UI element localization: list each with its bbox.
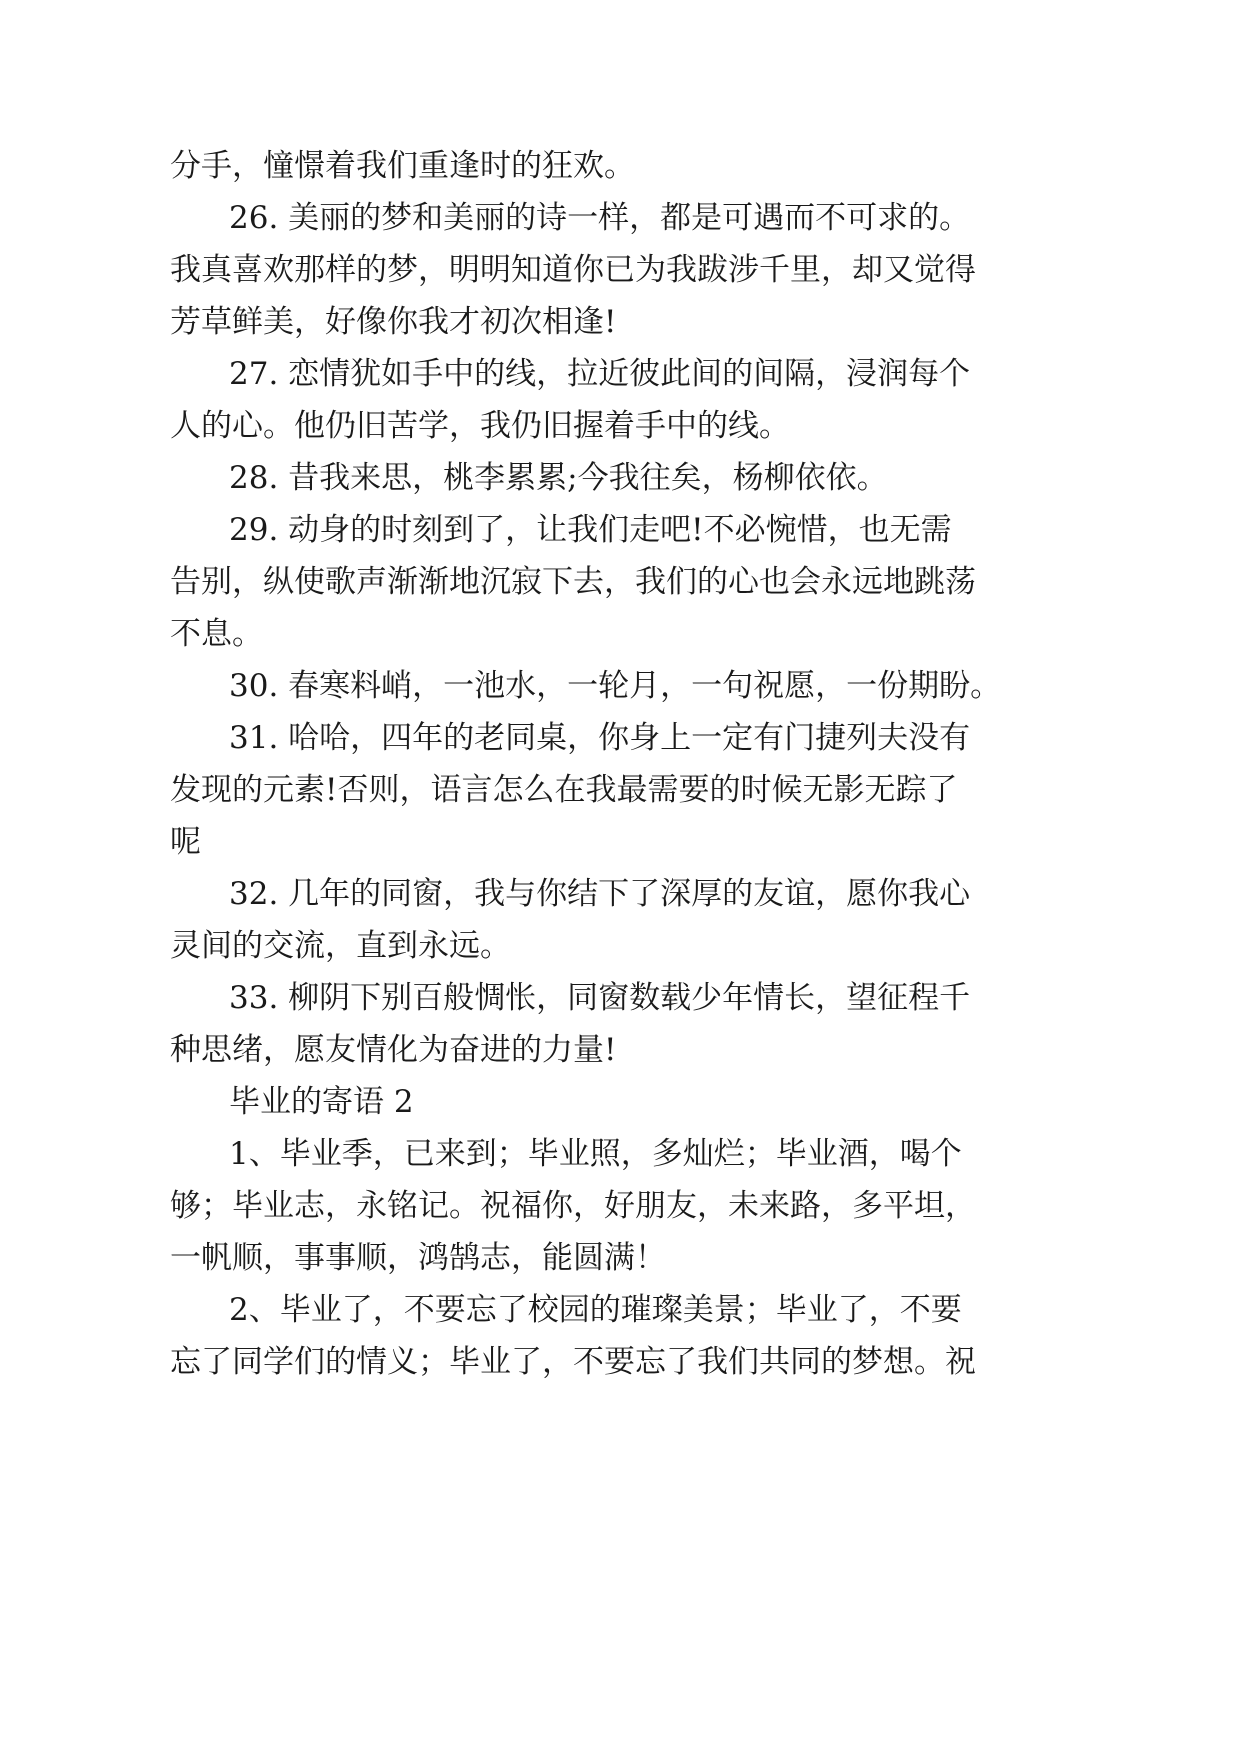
text-line: 30. 春寒料峭，一池水，一轮月，一句祝愿，一份期盼。: [229, 668, 1002, 704]
text-line: 告别，纵使歌声渐渐地沉寂下去，我们的心也会永远地跳荡: [170, 564, 976, 600]
text-line: 1、毕业季，已来到；毕业照，多灿烂；毕业酒，喝个: [229, 1136, 962, 1172]
text-line: 分手，憧憬着我们重逢时的狂欢。: [170, 148, 635, 184]
text-line: 人的心。他仍旧苦学，我仍旧握着手中的线。: [170, 408, 790, 444]
text-line: 芳草鲜美，好像你我才初次相逢!: [170, 304, 617, 340]
text-line: 27. 恋情犹如手中的线，拉近彼此间的间隔，浸润每个: [229, 356, 971, 392]
text-line: 31. 哈哈，四年的老同桌，你身上一定有门捷列夫没有: [229, 720, 971, 756]
text-line: 忘了同学们的情义；毕业了，不要忘了我们共同的梦想。祝: [170, 1344, 976, 1380]
text-line: 呢: [170, 824, 201, 860]
text-line: 我真喜欢那样的梦，明明知道你已为我跋涉千里，却又觉得: [170, 252, 976, 288]
text-line: 28. 昔我来思，桃李累累;今我往矣，杨柳依依。: [229, 460, 888, 496]
text-line: 灵间的交流，直到永远。: [170, 928, 511, 964]
text-line: 够；毕业志，永铭记。祝福你，好朋友，未来路，多平坦，: [170, 1188, 976, 1224]
text-line: 一帆顺，事事顺，鸿鹄志，能圆满！: [170, 1240, 666, 1276]
text-line: 32. 几年的同窗，我与你结下了深厚的友谊，愿你我心: [229, 876, 971, 912]
text-line: 不息。: [170, 616, 263, 652]
section-heading: 毕业的寄语 2: [229, 1084, 414, 1120]
text-line: 33. 柳阴下别百般惆怅，同窗数载少年情长，望征程千: [229, 980, 971, 1016]
text-line: 29. 动身的时刻到了，让我们走吧!不必惋惜，也无需: [229, 512, 952, 548]
text-line: 26. 美丽的梦和美丽的诗一样，都是可遇而不可求的。: [229, 200, 971, 236]
text-line: 种思绪，愿友情化为奋进的力量!: [170, 1032, 617, 1068]
text-line: 2、毕业了，不要忘了校园的璀璨美景；毕业了，不要: [229, 1292, 962, 1328]
text-line: 发现的元素!否则，语言怎么在我最需要的时候无影无踪了: [170, 772, 958, 808]
